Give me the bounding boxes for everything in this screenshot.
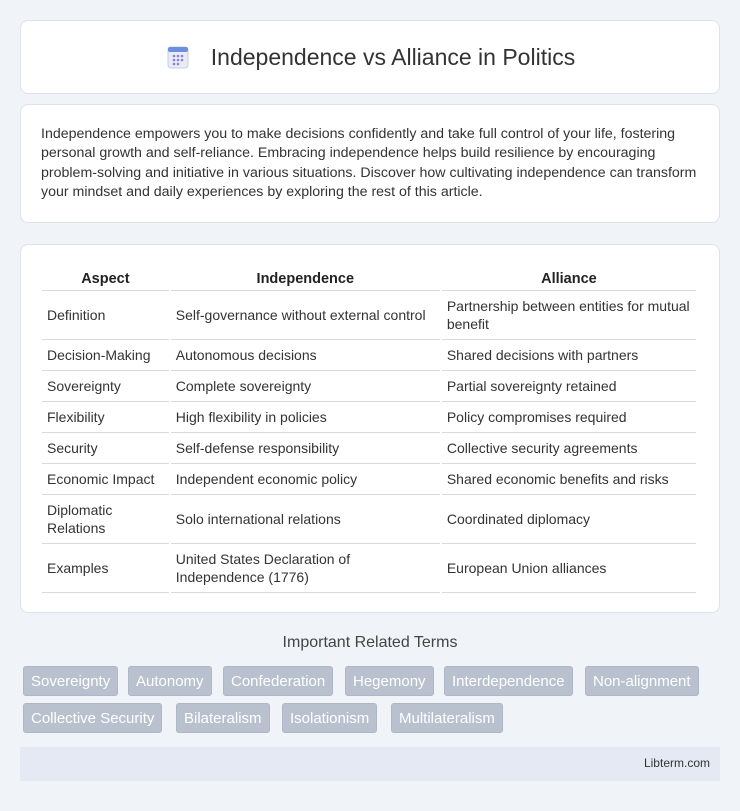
table-row [42, 371, 696, 402]
tag-autonomy[interactable]: Autonomy [128, 666, 212, 696]
footer [20, 747, 720, 781]
table-row [42, 340, 696, 371]
row-independence-cell: Solo international relations [171, 495, 440, 544]
tag-collective-security[interactable]: Collective Security [23, 703, 162, 733]
table-row [42, 464, 696, 495]
tag-confederation[interactable]: Confederation [223, 666, 333, 696]
row-independence-cell: Self-governance without external control [171, 291, 440, 340]
table-header-row [42, 265, 696, 291]
page-title: Independence vs Alliance in Politics [210, 43, 576, 70]
intro-paragraph: Independence empowers you to make decisions confidently and take full control of your life, fostering personal growth and self-reliance. Embracing independence helps build resilience by encouraging problem-solving and initiative in various situations. Discover how cultivating independence can transform your mindset and daily experiences by exploring the rest of this article. [41, 126, 697, 201]
row-independence-cell: Complete sovereignty [171, 371, 440, 402]
column-header-alliance: Alliance [442, 265, 696, 291]
row-aspect-cell: Decision-Making [42, 340, 169, 371]
tag-interdependence[interactable]: Interdependence [444, 666, 573, 696]
tag-bilateralism[interactable]: Bilateralism [176, 703, 270, 733]
row-independence-cell: High flexibility in policies [171, 402, 440, 433]
column-header-aspect: Aspect [42, 265, 169, 291]
table-row [42, 495, 696, 544]
title-card [20, 20, 720, 94]
table-row [42, 433, 696, 464]
tag-hegemony[interactable]: Hegemony [345, 666, 434, 696]
column-header-independence: Independence [171, 265, 440, 291]
table-row [42, 544, 696, 593]
row-aspect-cell: Security [42, 433, 169, 464]
comparison-table-card [20, 244, 720, 613]
row-alliance-cell: Shared decisions with partners [442, 340, 696, 371]
row-independence-cell: United States Declaration of Independence (1776) [171, 544, 440, 593]
footer-site-link[interactable]: Libterm.com [643, 756, 710, 770]
row-alliance-cell: Partial sovereignty retained [442, 371, 696, 402]
row-aspect-cell: Sovereignty [42, 371, 169, 402]
row-aspect-cell: Examples [42, 544, 169, 593]
row-alliance-cell: Policy compromises required [442, 402, 696, 433]
comparison-table [40, 265, 698, 593]
tag-sovereignty[interactable]: Sovereignty [23, 666, 118, 696]
tag-multilateralism[interactable]: Multilateralism [391, 703, 503, 733]
table-row [42, 402, 696, 433]
row-alliance-cell: Partnership between entities for mutual benefit [442, 291, 696, 340]
row-aspect-cell: Definition [42, 291, 169, 340]
intro-card [20, 104, 720, 223]
related-terms-heading: Important Related Terms [282, 634, 458, 651]
tag-isolationism[interactable]: Isolationism [282, 703, 377, 733]
row-aspect-cell: Diplomatic Relations [42, 495, 169, 544]
tag-non-alignment[interactable]: Non-alignment [585, 666, 699, 696]
document-list-icon [165, 44, 191, 70]
row-alliance-cell: European Union alliances [442, 544, 696, 593]
row-alliance-cell: Coordinated diplomacy [442, 495, 696, 544]
row-independence-cell: Self-defense responsibility [171, 433, 440, 464]
row-alliance-cell: Shared economic benefits and risks [442, 464, 696, 495]
row-independence-cell: Autonomous decisions [171, 340, 440, 371]
row-alliance-cell: Collective security agreements [442, 433, 696, 464]
row-independence-cell: Independent economic policy [171, 464, 440, 495]
row-aspect-cell: Flexibility [42, 402, 169, 433]
table-row [42, 291, 696, 340]
row-aspect-cell: Economic Impact [42, 464, 169, 495]
